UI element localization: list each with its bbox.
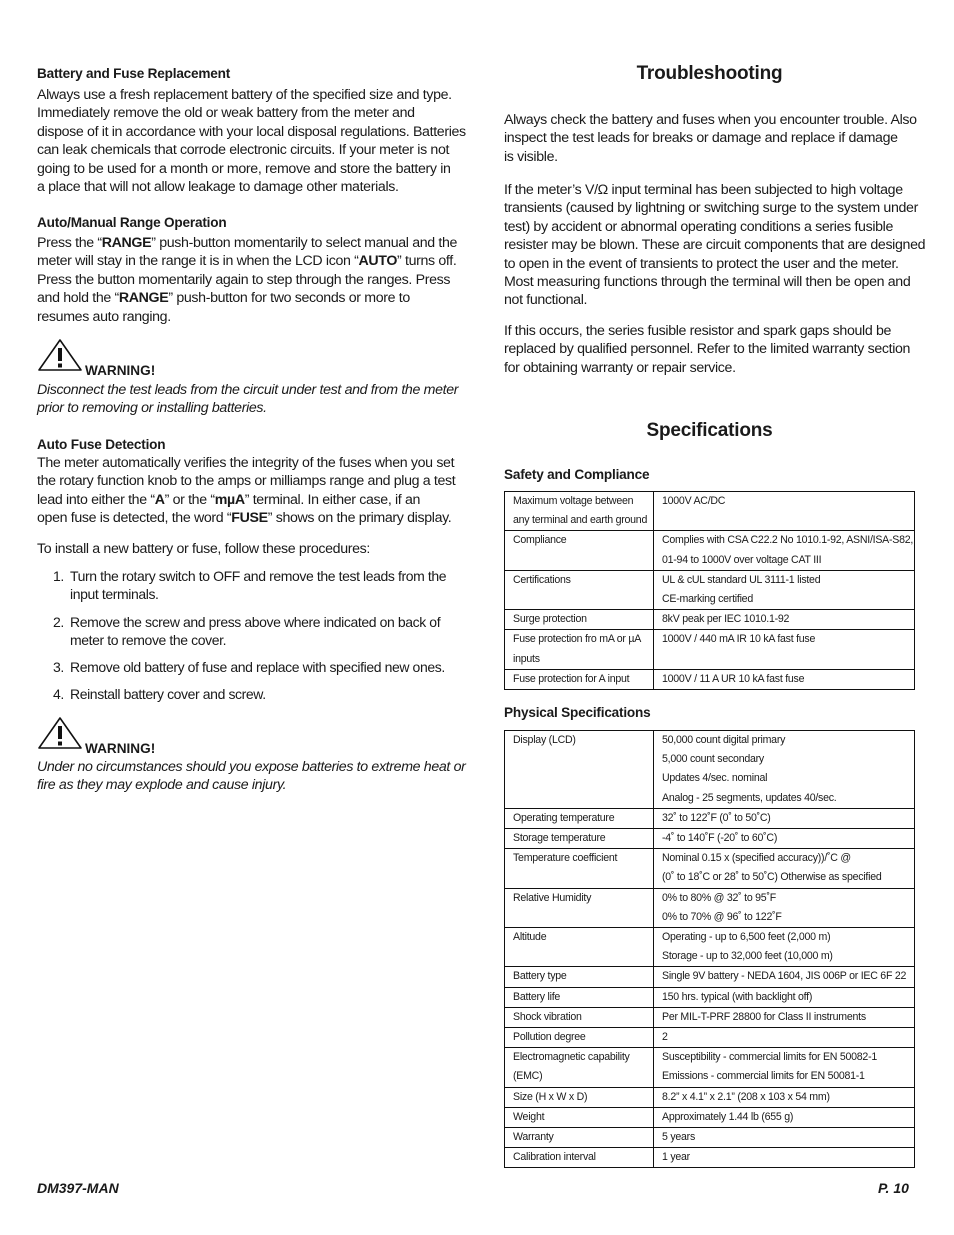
spec-text: Complies with CSA C22.2 No 1010.1-92, ASNI/ISA-S82, [662, 534, 914, 547]
table-row [505, 987, 915, 1007]
spec-text: 1 year [662, 1151, 690, 1164]
table-row [505, 808, 915, 828]
warning-triangle-icon [37, 338, 83, 372]
warning-label: WARNING! [85, 363, 156, 378]
spec-label-cell [505, 829, 654, 849]
spec-text: Storage - up to 32,000 feet (10,000 m) [662, 950, 833, 963]
spec-label-cell [505, 987, 654, 1007]
spec-text: Fuse protection for A input [513, 672, 630, 685]
spec-text: 5 years [662, 1131, 695, 1144]
table-row [505, 1148, 915, 1168]
spec-value-cell [654, 808, 915, 828]
spec-value-cell [654, 928, 915, 967]
spec-value-cell [654, 1107, 915, 1127]
spec-label-cell [505, 669, 654, 689]
table-row [505, 1107, 915, 1127]
spec-text: Battery type [513, 970, 567, 983]
table-row [505, 1028, 915, 1048]
spec-text: -4˚ to 140˚F (-20˚ to 60˚C) [662, 832, 778, 845]
spec-label-cell [505, 1048, 654, 1087]
footer-doc-id: DM397-MAN [37, 1180, 119, 1196]
spec-value-cell [654, 1148, 915, 1168]
spec-value-cell [654, 1007, 915, 1027]
list-item: 4. Reinstall battery cover and screw. [53, 686, 266, 702]
battery-paragraph: Always use a fresh replacement battery of the specified size and type. Immediately remove the old or weak battery from the meter and dispose of it in accordance with your local disposal regulations. Batteries can leak chemicals that corrode electronic circuits. If your meter is not going to be used for a month or more, remove and store the battery in a place that will not allow leakage to damage other materials. [37, 87, 466, 196]
spec-text: inputs [513, 652, 540, 665]
table-row [505, 492, 915, 531]
spec-text: 32˚ to 122˚F (0˚ to 50˚C) [662, 811, 771, 824]
troubleshooting-paragraph-3: If this occurs, the series fusible resistor and spark gaps should be replaced by qualified personnel. Refer to the limited warranty section for obtaining warranty or repair service. [504, 323, 911, 376]
warning-text-1: Disconnect the test leads from the circuit under test and from the meter prior to removing or installing batteries. [37, 382, 459, 417]
spec-text: Fuse protection fro mA or µA [513, 633, 642, 646]
install-intro: To install a new battery or fuse, follow these procedures: [37, 541, 370, 557]
spec-label-cell [505, 531, 654, 570]
spec-text: 8.2” x 4.1” x 2.1” (208 x 103 x 54 mm) [662, 1090, 830, 1103]
table-row [505, 1128, 915, 1148]
spec-text: any terminal and earth ground [513, 514, 648, 527]
spec-text: Relative Humidity [513, 891, 592, 904]
physical-table [504, 730, 915, 1168]
table-row [505, 731, 915, 809]
spec-text: 150 hrs. typical (with backlight off) [662, 990, 813, 1003]
spec-value-cell [654, 630, 915, 669]
spec-label-cell [505, 808, 654, 828]
range-paragraph: Press the “RANGE” push-button momentarily to select manual and the meter will stay in the range it is in when the LCD icon “AUTO” turns off. Press the button momentarily again to step through the ranges. Press and hold the “RANGE” push-button for two seconds or more to resumes auto ranging. [37, 235, 458, 325]
spec-value-cell [654, 731, 915, 809]
spec-text: 1000V / 11 A UR 10 kA fast fuse [662, 672, 805, 685]
spec-text: Analog - 25 segments, updates 40/sec. [662, 791, 837, 804]
troubleshooting-title: Troubleshooting [636, 63, 783, 84]
warning-label: WARNING! [85, 741, 156, 756]
range-heading: Auto/Manual Range Operation [37, 215, 227, 230]
spec-label-cell [505, 888, 654, 927]
spec-label-cell [505, 630, 654, 669]
spec-text: Battery life [513, 990, 561, 1003]
physical-table-body [505, 731, 915, 1168]
spec-label-cell [505, 967, 654, 987]
spec-text: Altitude [513, 931, 547, 944]
spec-label-cell [505, 1087, 654, 1107]
spec-value-cell [654, 987, 915, 1007]
table-row [505, 888, 915, 927]
spec-text: 1000V / 440 mA IR 10 kA fast fuse [662, 633, 816, 646]
spec-text: Operating - up to 6,500 feet (2,000 m) [662, 931, 831, 944]
footer-page-number: P. 10 [878, 1180, 909, 1196]
specifications-title: Specifications [646, 420, 773, 441]
spec-label-cell [505, 731, 654, 809]
spec-value-cell [654, 849, 915, 888]
table-row [505, 531, 915, 570]
spec-text: 1000V AC/DC [662, 495, 726, 507]
spec-label-cell [505, 1107, 654, 1127]
fuse-paragraph: The meter automatically verifies the integrity of the fuses when you set the rotary function knob to the amps or milliamps range and plug a test lead into either the “A” or the “mµA” terminal. In either case, if an open fuse is detected, the word “FUSE” shows on the primary display. [37, 455, 456, 527]
table-row [505, 1007, 915, 1027]
spec-text: Storage temperature [513, 832, 606, 845]
spec-text: Nominal 0.15 x (specified accuracy))/˚C @ [662, 852, 851, 865]
troubleshooting-paragraph-2: If the meter’s V/Ω input terminal has been subjected to high voltage transients (caused by lightning or switching surge to the system under test) by accident or abnormal operating conditions a series fusible resister may be blown. These are circuit components that are designed to open in the event of transients to protect the user and the meter. Most measuring functions through the terminal will then be open and not functional. [504, 182, 926, 309]
spec-label-cell [505, 928, 654, 967]
spec-value-cell [654, 531, 915, 570]
table-row [505, 1048, 915, 1087]
spec-value-cell [654, 1028, 915, 1048]
list-item: 3. Remove old battery of fuse and replace with specified new ones. [53, 659, 445, 675]
safety-heading: Safety and Compliance [504, 467, 650, 482]
spec-text: Warranty [513, 1131, 554, 1144]
safety-table-body [505, 492, 915, 690]
spec-text: Pollution degree [513, 1031, 586, 1044]
spec-value-cell [654, 492, 915, 531]
list-item: 1. Turn the rotary switch to OFF and remove the test leads from the input terminals. [53, 568, 447, 603]
spec-text: 0% to 70% @ 96˚ to 122˚F [662, 910, 782, 923]
list-item: 2. Remove the screw and press above where indicated on back of meter to remove the cover. [53, 614, 441, 649]
spec-value-cell [654, 1128, 915, 1148]
table-row [505, 928, 915, 967]
spec-text: Temperature coefficient [513, 852, 618, 865]
spec-value-cell [654, 829, 915, 849]
spec-label-cell [505, 849, 654, 888]
spec-text: (0˚ to 18˚C or 28˚ to 50˚C) Otherwise as specified [662, 871, 882, 884]
spec-text: UL & cUL standard UL 3111-1 listed [662, 573, 821, 586]
table-row [505, 610, 915, 630]
spec-text: (EMC) [513, 1070, 543, 1083]
spec-label-cell [505, 1128, 654, 1148]
spec-text: Single 9V battery - NEDA 1604, JIS 006P or IEC 6F 22 [662, 970, 907, 983]
spec-text: Compliance [513, 534, 567, 547]
spec-text: 5,000 count secondary [662, 753, 764, 766]
spec-text: 2 [662, 1031, 668, 1044]
spec-label-cell [505, 1028, 654, 1048]
table-row [505, 669, 915, 689]
spec-text: Per MIL-T-PRF 28800 for Class II instruments [662, 1010, 866, 1023]
spec-value-cell [654, 669, 915, 689]
spec-text: Weight [513, 1110, 545, 1123]
spec-value-cell [654, 570, 915, 609]
spec-text: Approximately 1.44 lb (655 g) [662, 1110, 794, 1123]
spec-text: Surge protection [513, 613, 587, 626]
spec-text: 01-94 to 1000V over voltage CAT III [662, 553, 822, 566]
table-row [505, 829, 915, 849]
spec-text: Updates 4/sec. nominal [662, 772, 768, 785]
spec-text: Certifications [513, 573, 571, 586]
spec-text: Maximum voltage between [513, 495, 634, 507]
spec-text: Operating temperature [513, 811, 615, 824]
table-row [505, 849, 915, 888]
table-row [505, 967, 915, 987]
physical-heading: Physical Specifications [504, 705, 651, 720]
warning-text-2: Under no circumstances should you expose batteries to extreme heat or fire as they may explode and cause injury. [37, 759, 466, 794]
spec-label-cell [505, 1007, 654, 1027]
spec-text: 8kV peak per IEC 1010.1-92 [662, 613, 790, 626]
troubleshooting-paragraph-1: Always check the battery and fuses when you encounter trouble. Also inspect the test leads for breaks or damage and replace if damage is visible. [504, 112, 917, 165]
spec-label-cell [505, 492, 654, 531]
spec-text: 0% to 80% @ 32˚ to 95˚F [662, 891, 776, 904]
warning-triangle-icon [37, 716, 83, 750]
spec-value-cell [654, 967, 915, 987]
spec-label-cell [505, 1148, 654, 1168]
spec-value-cell [654, 610, 915, 630]
spec-text: 50,000 count digital primary [662, 734, 786, 746]
spec-text: Emissions - commercial limits for EN 50081-1 [662, 1070, 865, 1083]
spec-value-cell [654, 1087, 915, 1107]
spec-text: Size (H x W x D) [513, 1090, 588, 1103]
spec-label-cell [505, 570, 654, 609]
spec-text: Calibration interval [513, 1151, 596, 1164]
spec-text: Susceptibility - commercial limits for EN 50082-1 [662, 1051, 877, 1064]
table-row [505, 1087, 915, 1107]
battery-heading: Battery and Fuse Replacement [37, 66, 231, 81]
table-row [505, 570, 915, 609]
table-row [505, 630, 915, 669]
spec-text: Display (LCD) [513, 734, 576, 746]
spec-text: Electromagnetic capability [513, 1051, 630, 1064]
safety-table [504, 491, 915, 690]
spec-value-cell [654, 888, 915, 927]
fuse-heading: Auto Fuse Detection [37, 437, 166, 452]
spec-text: CE-marking certified [662, 593, 753, 606]
spec-text: Shock vibration [513, 1010, 582, 1023]
spec-value-cell [654, 1048, 915, 1087]
spec-label-cell [505, 610, 654, 630]
